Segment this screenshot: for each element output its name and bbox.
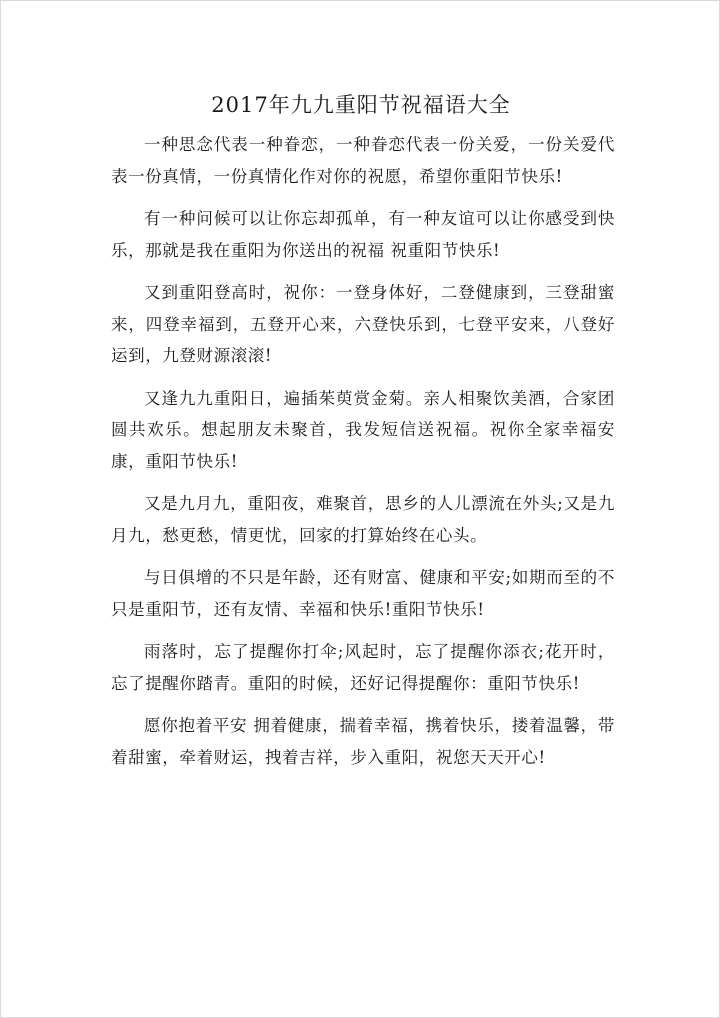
paragraph-2: 有一种问候可以让你忘却孤单，有一种友谊可以让你感受到快乐，那就是我在重阳为你送出的祝福 祝重阳节快乐! xyxy=(111,209,615,260)
paragraph-5: 又是九月九，重阳夜，难聚首，思乡的人儿漂流在外头;又是九月九，愁更愁，情更忧，回家的打算始终在心头。 xyxy=(111,494,615,545)
paragraph-7: 雨落时，忘了提醒你打伞;风起时，忘了提醒你添衣;花开时，忘了提醒你踏青。重阳的时候，还好记得提醒你：重阳节快乐! xyxy=(111,642,615,693)
paragraph-3: 又到重阳登高时，祝你：一登身体好，二登健康到，三登甜蜜来，四登幸福到，五登开心来，六登快乐到，七登平安来，八登好运到，九登财源滚滚! xyxy=(111,283,615,365)
paragraph-1: 一种思念代表一种眷恋，一种眷恋代表一份关爱，一份关爱代表一份真情，一份真情化作对你的祝愿，希望你重阳节快乐! xyxy=(111,135,615,186)
paragraph-8: 愿你抱着平安 拥着健康，揣着幸福，携着快乐，搂着温馨，带着甜蜜，牵着财运，拽着吉祥，步入重阳，祝您天天开心! xyxy=(111,716,615,767)
paragraph-6: 与日俱增的不只是年龄，还有财富、健康和平安;如期而至的不只是重阳节，还有友情、幸福和快乐!重阳节快乐! xyxy=(111,568,615,619)
document-title: 2017年九九重阳节祝福语大全 xyxy=(211,93,511,117)
document-body xyxy=(111,129,615,784)
paragraph-4: 又逢九九重阳日，遍插茱萸赏金菊。亲人相聚饮美酒，合家团圆共欢乐。想起朋友未聚首，我发短信送祝福。祝你全家幸福安康，重阳节快乐! xyxy=(111,388,615,471)
